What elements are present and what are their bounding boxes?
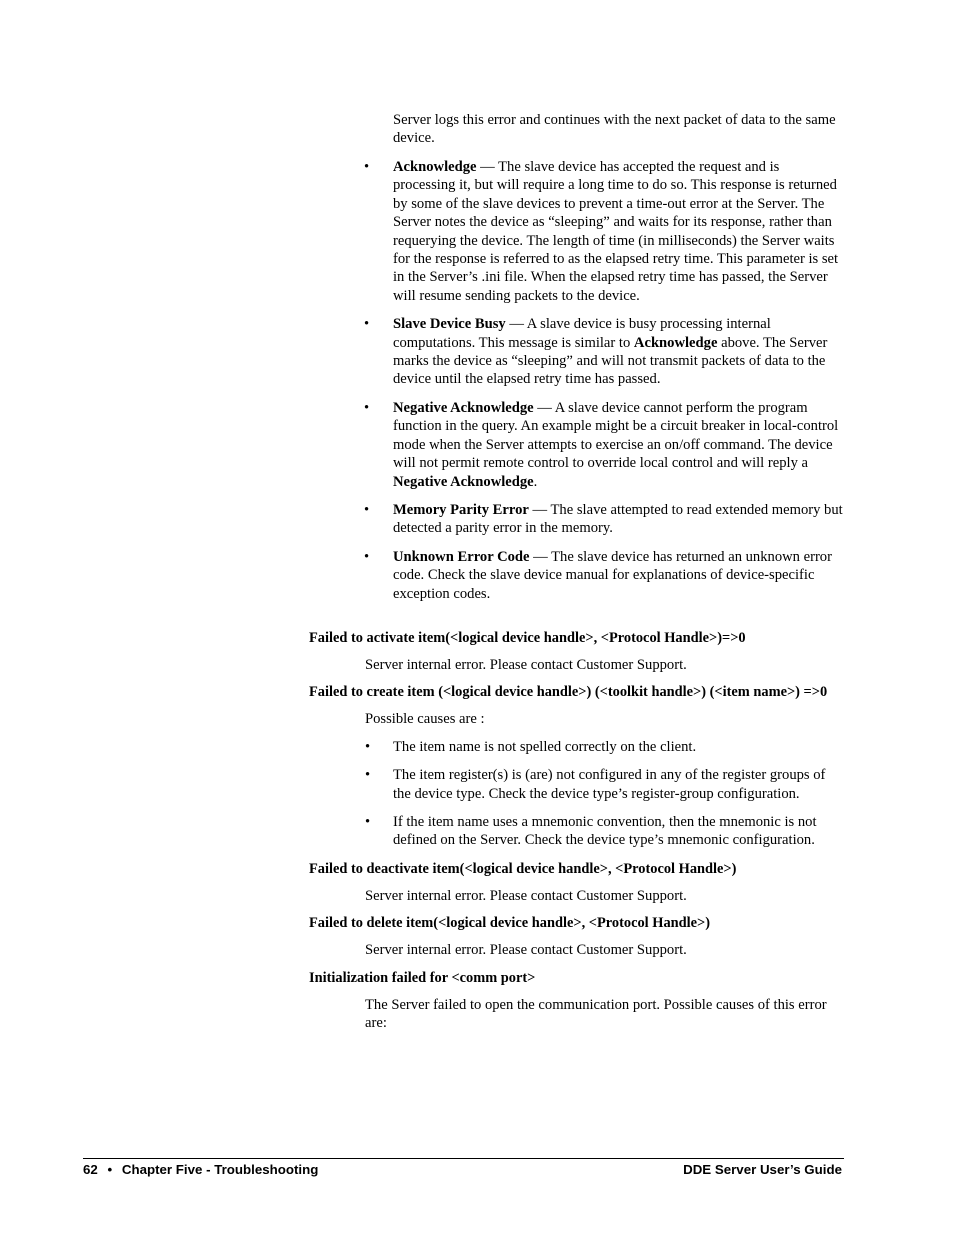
bullet-icon: •: [364, 501, 370, 518]
list-item: • Negative Acknowledge — A slave device cannot perform the program function in the query. An example might be a circuit breaker in local-control mode when the Server attempts to exercise an on/off command. The device will not permit remote control to override local control and will reply a Negative Acknowledge.: [364, 399, 839, 490]
error-description-deactivate: Server internal error. Please contact Customer Support.: [365, 887, 687, 904]
footer-separator: •: [107, 1162, 113, 1177]
error-description-delete: Server internal error. Please contact Customer Support.: [365, 942, 687, 959]
bullet-icon: •: [364, 159, 370, 175]
error-heading-deactivate: Failed to deactivate item(<logical device handle>, <Protocol Handle>): [309, 860, 737, 877]
bullet-icon: •: [364, 316, 370, 333]
error-messages-section: [309, 629, 844, 1041]
term-acknowledge: Acknowledge: [393, 159, 477, 175]
list-item: • The item name is not spelled correctly on the client.: [365, 738, 697, 755]
error-heading-init: Initialization failed for <comm port>: [309, 969, 536, 986]
term-memory-parity-error: Memory Parity Error: [393, 501, 529, 518]
error-heading-delete: Failed to delete item(<logical device handle>, <Protocol Handle>): [309, 915, 711, 932]
continuation-paragraph: Server logs this error and continues with the next packet of data to the same device.: [393, 112, 836, 147]
bullet-icon: •: [364, 399, 370, 416]
list-item: • The item register(s) is (are) not configured in any of the register groups of the device type. Check the device type’s register-group configuration.: [365, 767, 826, 802]
page-number: 62: [83, 1162, 98, 1177]
error-description-create: Possible causes are :: [365, 711, 485, 728]
exception-code-list: [364, 158, 844, 613]
list-item: • Unknown Error Code — The slave device has returned an unknown error code. Check the slave device manual for explanations of device-specific exception codes.: [364, 548, 832, 602]
bullet-icon: •: [365, 738, 371, 755]
bullet-icon: •: [364, 548, 370, 565]
guide-title: DDE Server User’s Guide: [683, 1162, 842, 1177]
chapter-title: Chapter Five - Troubleshooting: [121, 1162, 319, 1177]
list-item: • Memory Parity Error — The slave attempted to read extended memory but detected a parity error in the memory.: [364, 501, 843, 537]
footer-divider: [83, 1158, 844, 1159]
bullet-icon: •: [365, 814, 371, 831]
possible-causes-list: [365, 738, 844, 850]
term-slave-device-busy: Slave Device Busy: [393, 316, 506, 333]
footer-left: [83, 1162, 318, 1177]
error-description-init: The Server failed to open the communication port. Possible causes of this error are:: [365, 996, 827, 1032]
error-heading-create: Failed to create item (<logical device handle>) (<toolkit handle>) (<item name>) =>0: [309, 684, 828, 701]
bullet-icon: •: [365, 767, 371, 784]
error-heading-activate: Failed to activate item(<logical device handle>, <Protocol Handle>)=>0: [309, 630, 746, 646]
term-unknown-error-code: Unknown Error Code: [393, 548, 530, 565]
error-description-activate: Server internal error. Please contact Customer Support.: [365, 657, 687, 673]
term-negative-acknowledge: Negative Acknowledge: [393, 399, 534, 416]
list-item: • Acknowledge — The slave device has accepted the request and is processing it, but will require a long time to do so. This response is returned by some of the slave devices to prevent a time-out error at the Server. The Server notes the device as “sleeping” and waits for its response, rather than requerying the device. The length of time (in milliseconds) the Server waits for the response is referred to as the elapsed retry time. This parameter is set in the Server’s .ini file. When the elapsed retry time has passed, the Server will resume sending packets to the device.: [364, 159, 839, 304]
list-item: • Slave Device Busy — A slave device is busy processing internal computations. This message is similar to Acknowledge above. The Server marks the device as “sleeping” and will not transmit packets of data to the device until the elapsed retry time has passed.: [364, 316, 828, 388]
list-item: • If the item name uses a mnemonic convention, then the mnemonic is not defined on the Server. Check the device type’s mnemonic configuration.: [365, 814, 817, 849]
